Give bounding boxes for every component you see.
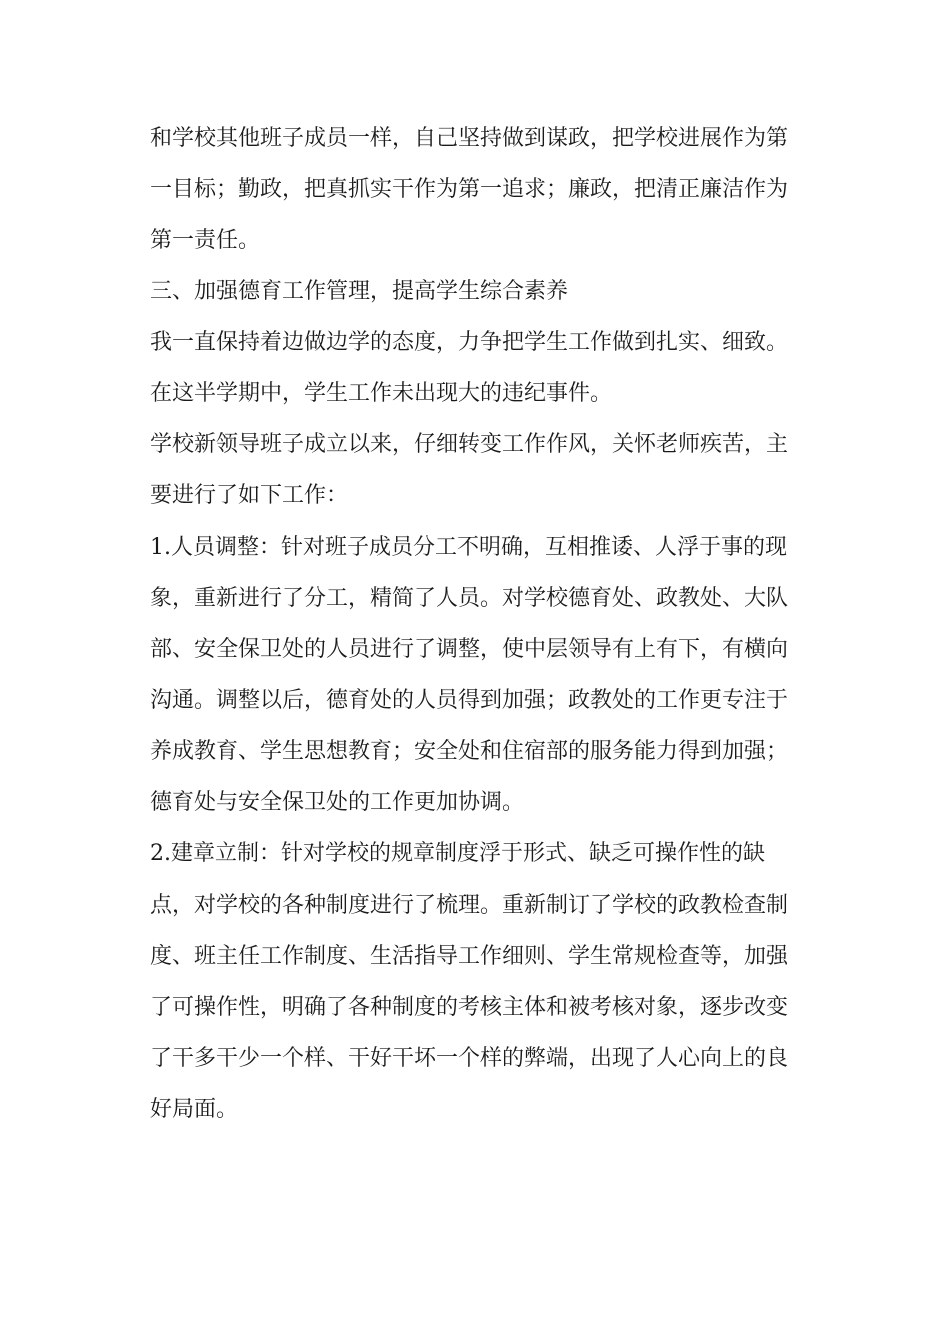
text-line: 了可操作性，明确了各种制度的考核主体和被考核对象，逐步改变	[150, 995, 789, 1020]
text-line: 我一直保持着边做边学的态度，力争把学生工作做到扎实、细致。	[150, 330, 789, 355]
text-line: 学校新领导班子成立以来，仔细转变工作作风，关怀老师疾苦，主	[150, 432, 789, 457]
section-heading: 三、加强德育工作管理，提高学生综合素养	[150, 279, 569, 304]
text-line: 点，对学校的各种制度进行了梳理。重新制订了学校的政教检查制	[150, 893, 789, 918]
text-line: 和学校其他班子成员一样，自己坚持做到谋政，把学校进展作为第	[150, 126, 789, 151]
text-line: 第一责任。	[150, 228, 261, 253]
text-line: 象，重新进行了分工，精简了人员。对学校德育处、政教处、大队	[150, 586, 789, 611]
text-line: 2.建章立制：针对学校的规章制度浮于形式、缺乏可操作性的缺	[150, 841, 765, 866]
text-line: 1.人员调整：针对班子成员分工不明确，互相推诿、人浮于事的现	[150, 535, 787, 560]
text-line: 养成教育、学生思想教育；安全处和住宿部的服务能力得到加强；	[150, 739, 789, 764]
text-line: 好局面。	[150, 1097, 239, 1122]
text-line: 要进行了如下工作：	[150, 483, 349, 508]
text-line: 一目标；勤政，把真抓实干作为第一追求；廉政，把清正廉洁作为	[150, 177, 789, 202]
text-line: 了干多干少一个样、干好干坏一个样的弊端，出现了人心向上的良	[150, 1046, 789, 1071]
text-line: 度、班主任工作制度、生活指导工作细则、学生常规检查等，加强	[150, 944, 789, 969]
text-line: 沟通。调整以后，德育处的人员得到加强；政教处的工作更专注于	[150, 688, 789, 713]
text-line: 德育处与安全保卫处的工作更加协调。	[150, 790, 525, 815]
text-line: 部、安全保卫处的人员进行了调整，使中层领导有上有下，有横向	[150, 637, 789, 662]
text-line: 在这半学期中，学生工作未出现大的违纪事件。	[150, 381, 613, 406]
